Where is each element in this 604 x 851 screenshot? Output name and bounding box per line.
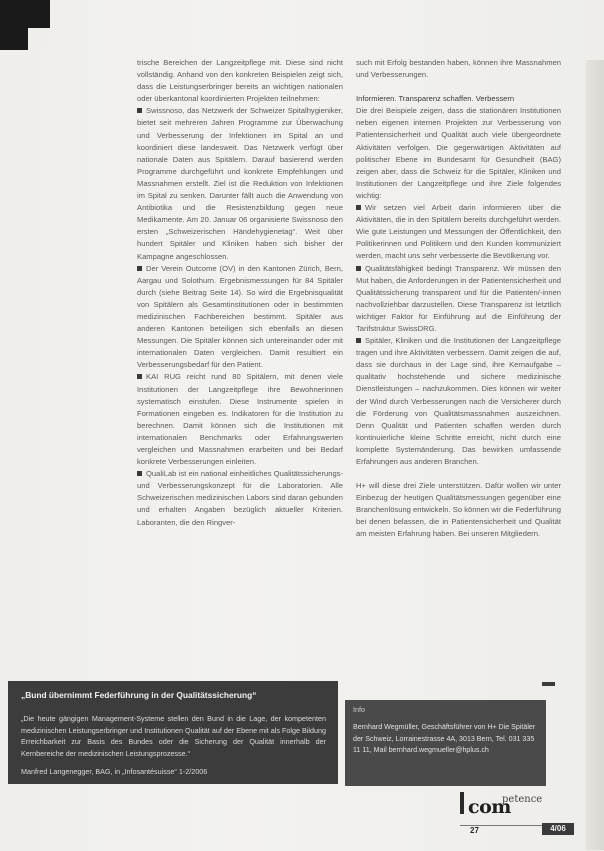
bullet-icon xyxy=(137,469,146,478)
right-paragraph-conclusion: H+ will diese drei Ziele unterstützen. Dafür wollen wir unter Einbezug der heutigen Qualitätsmessungen gegenüber eine Branchenlösung entwickeln. So können wir die Federführung bei denen belassen, die in Patientensicherheit und Qualität am meisten Erfahrung haben. Bei unseren Mitgliedern. xyxy=(356,481,561,539)
page-edge xyxy=(586,60,604,850)
left-paragraph-qualilab xyxy=(137,468,343,528)
left-paragraph-outcome xyxy=(137,263,343,372)
bullet-icon xyxy=(137,264,146,273)
left-paragraph-swissnoso-text: Swissnoso, das Netzwerk der Schweizer Spitalhygieniker, bietet seit mehreren Jahren Programme zur Überwachung und Verbesserung der Infektionen im Spital an und koordiniert diese landesweit. Das Netzwerk verfügt über nationale Daten aus Spitälern. Darauf basierend werden Programme durchgeführt und konkrete Empfehlungen und Massnahmen erstellt. Ziel ist die Reduktion von Infektionen im Spital zu senken. Darunter fällt auch die Anwendung von Antibiotika und die Resistenzbildung gegen neue Medikamente. Am 20. Januar 06 organisierte Swissnoso den ersten „Schweizerischen Händehygienetag“. Weit über hundert Spitäler und Kliniken haben sich bisher der Kampagne angeschlossen. xyxy=(137,106,343,261)
logo-bar-icon xyxy=(460,792,464,814)
end-of-article-mark xyxy=(542,682,555,686)
right-paragraph-examples: Die drei Beispiele zeigen, dass die stationären Institutionen neben eigenen internen Projekten zur Verbesserung von Patientensicherheit und Qualität auch viele übergeordnete Aktivitäten verfolgen. Die gegenwärtigen Aktivitäten auf politischer Ebene im Bundesamt für Gesundheit (BAG) zeigen aber, dass die Schweiz für die Spitäler, Kliniken und Institutionen der Langzeitpflege und ihre Ziele folgendes wichtig: xyxy=(356,106,561,200)
logo-main-text: com xyxy=(468,796,511,818)
bullet-icon xyxy=(137,372,146,381)
right-paragraph-improve-text: Spitäler, Kliniken und die Institutionen der Langzeitpflege tragen und ihre Aktivitäten verbessern. Damit zeigen die auf, dass sie durchaus in der Lage sind, ihre Kernaufgabe – qualitativ hochstehende und sichere medizinische Dienstleistungen – nachzukommen. Dies können wir weiter der Wind durch Verbesserungen nach die Versicherer durch die Förderung von Qualitätsmassnahmen auszeichnen. Denn Qualität und Patienten schaffen werden durch kontinuierliche kleine Schritte erreicht, nicht durch eine komplette Systemänderung. Das bewirken umfassende Erfahrungen aus anderen Branchen. xyxy=(356,336,561,466)
logo-secondary-text: petence xyxy=(502,794,543,805)
left-paragraph-swissnoso xyxy=(137,105,343,262)
left-paragraph-rai-text: KAI RUG reicht rund 80 Spitälern, mit denen viele Institutionen der Langzeitpflege ihre Bewohnerinnen systematisch einstufen. Diese Instrumente spielen in Formationen eingeben es. Indikatoren für die Institution zu berechnen. Damit können sich die Institutionen mit internationalen Benchmarks oder Erfahrungswerten vergleichen und Massnahmen erarbeiten und bei Bedarf konkrete Verbesserungen einleiten. xyxy=(137,372,343,467)
right-paragraph-continuation: such mit Erfolg bestanden haben, können ihre Massnahmen und Verbesserungen. xyxy=(356,58,561,80)
right-paragraph-inform xyxy=(356,202,561,262)
issue-badge: 4/06 xyxy=(542,823,574,835)
info-box-text: Bernhard Wegmüller, Geschäftsführer von H+ Die Spitäler der Schweiz, Lorrainestrasse 4A, 3013 Bern, Tel. 031 335 11 11, Mail bernhard.wegmueller@hplus.ch xyxy=(353,723,536,755)
quote-box-text: „Die heute gängigen Management-Systeme stellen den Bund in die Lage, der kompetenten medizinischen Leistungserbringer und Institutionen Qualität auf der Ebene mit als Folge Bildung Erreichbarkeit zur Basis des Bundes oder die Sicherung der Qualität innerhalb der Kernbereiche der medizinischen Leistungsprozesse.“ xyxy=(21,714,326,759)
quote-box-source: Manfred Langenegger, BAG, in „Infosantésuisse“ 1-2/2006 xyxy=(21,767,208,776)
left-paragraph-intro: trische Bereichen der Langzeitpflege mit. Diese sind nicht vollständig. Anhand von den konkreten Beispielen zeigt sich, dass die Leistungserbringer bereits an wichtigen nationalen oder überkantonal koordinierten Projekten teilnehmen: xyxy=(137,58,343,104)
page-number: 27 xyxy=(470,826,479,835)
left-paragraph-qualilab-text: QualiLab ist ein national einheitliches Qualitätssicherungs- und Verbesserungskonzept für die Laboratorien. Alle Schweizerischen medizinischen Labors sind daran gebunden und erhalten Angaben bezüglich aktueller Kriterien. Laboranten, die den Ringver- xyxy=(137,469,343,527)
section-heading: Informieren. Transparenz schaffen. Verbessern xyxy=(356,94,515,104)
bullet-icon xyxy=(137,106,146,115)
info-box xyxy=(345,700,546,786)
info-box-label: Info xyxy=(353,705,365,714)
quote-box xyxy=(8,681,338,784)
bullet-icon xyxy=(356,203,365,212)
right-paragraph-transparency-text: Qualitätsfähigkeit bedingt Transparenz. Wir müssen den Mut haben, die Anforderungen in der Patientensicherheit und Qualitätssicherung transparent und für die Patienten/-innen nachvollziehbar darzustellen. Diese Transparenz ist letztlich wichtiger Faktor für Einführung auf die Einführung der Tarifstruktur SwissDRG. xyxy=(356,263,561,333)
magazine-logo xyxy=(460,790,570,824)
quote-box-title: „Bund übernimmt Federführung in der Qualitätssicherung“ xyxy=(21,690,257,700)
right-text-column xyxy=(356,57,561,687)
left-paragraph-outcome-text: Der Verein Outcome (OV) in den Kantonen Zürich, Bern, Aargau und Solothurn. Ergebnismessungen für 84 Spitäler durch (siehe Beitrag Seite 14). So wird die Ergebnisqualität von Spitälern als Gesamtinstitutionen oder in bestimmten medizinischen Fachbereichen bestimmt. Spitäler aus anderen Kantonen beteiligen sich ebenfalls an diesen Messungen. Die Spitäler können sich untereinander oder mit internationalen Daten vergleichen. Damit resultiert ein Verbesserungsbedarf für den Patient. xyxy=(137,263,343,370)
right-paragraph-inform-text: Wir setzen viel Arbeit darin informieren über die Aktivitäten, die in den Spitälern bereits durchgeführt werden. Wie gute Leistungen und Messungen der Öffentlichkeit, den Politikerinnen und Politikern und den Kunden kommuniziert werden, macht uns sehr verbesserte die Bevölkerung vor. xyxy=(356,203,561,261)
left-text-column xyxy=(137,57,343,671)
bullet-icon xyxy=(356,336,365,345)
right-paragraph-transparency xyxy=(356,263,561,336)
left-paragraph-rai xyxy=(137,371,343,468)
registration-mark xyxy=(0,0,50,50)
bullet-icon xyxy=(356,264,365,273)
right-paragraph-improve xyxy=(356,335,561,468)
